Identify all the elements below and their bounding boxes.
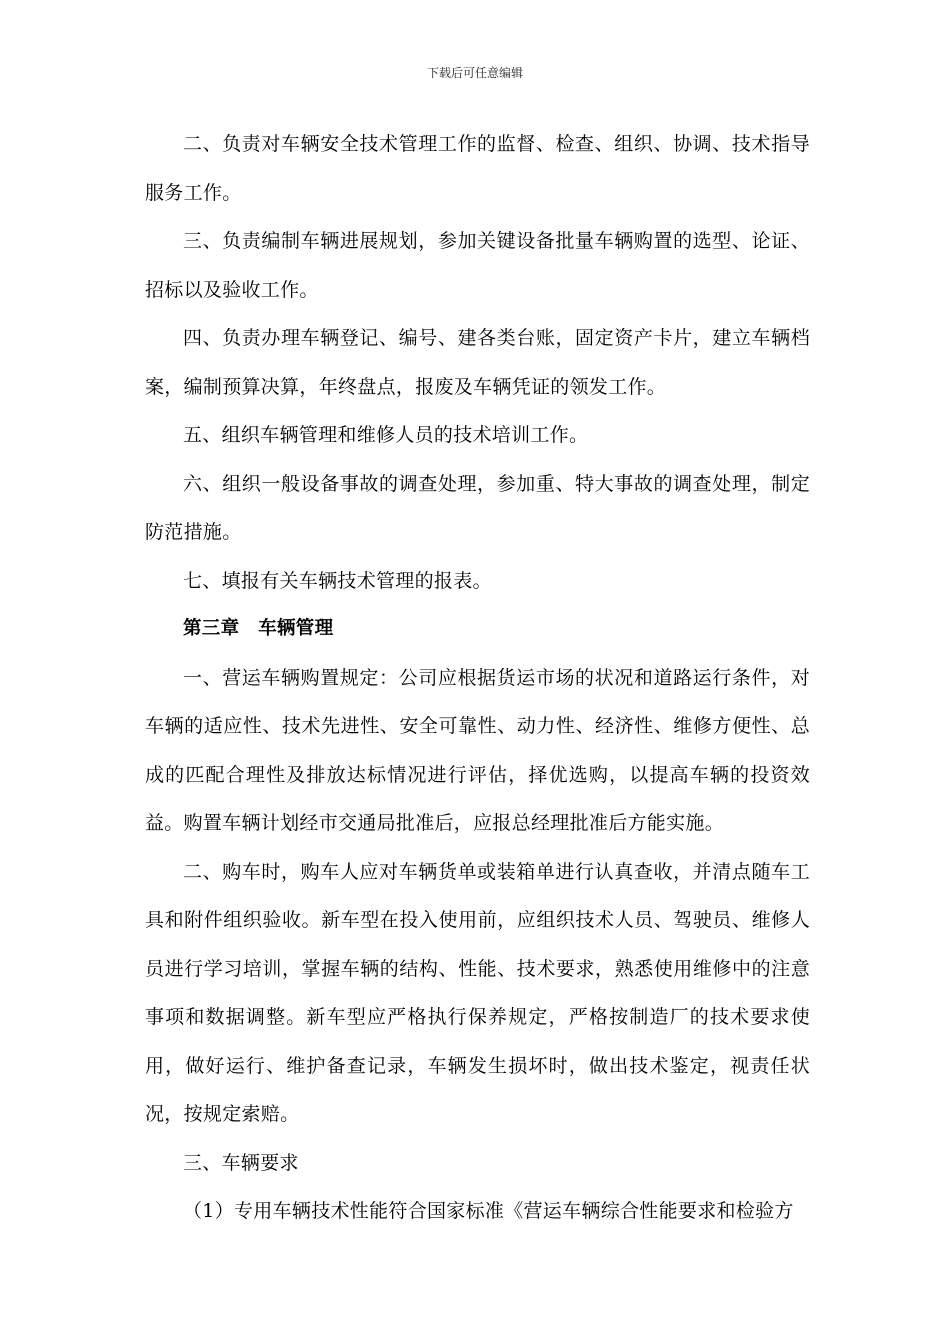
paragraph-duty-2: 二、负责对车辆安全技术管理工作的监督、检查、组织、协调、技术指导服务工作。 bbox=[145, 133, 810, 204]
paragraph-vehicle-requirements: 三、车辆要求 bbox=[183, 1151, 299, 1174]
paragraph-duty-3: 三、负责编制车辆进展规划，参加关键设备批量车辆购置的选型、论证、招标以及验收工作。 bbox=[145, 230, 810, 301]
paragraph-duty-5: 五、组织车辆管理和维修人员的技术培训工作。 bbox=[183, 424, 589, 446]
paragraph-duty-6: 六、组织一般设备事故的调查处理，参加重、特大事故的调查处理，制定防范措施。 bbox=[145, 472, 810, 543]
document-body bbox=[145, 120, 810, 1236]
paragraph-duty-7: 七、填报有关车辆技术管理的报表。 bbox=[183, 569, 492, 592]
paragraph-requirement-1: （1）专用车辆技术性能符合国家标准《营运车辆综合性能要求和检验方 bbox=[183, 1200, 794, 1222]
paragraph-purchase-inspection: 二、购车时，购车人应对车辆货单或装箱单进行认真查收，并清点随车工具和附件组织验收。新车型在投入使用前，应组织技术人员、驾驶员、维修人员进行学习培训，掌握车辆的结构、性能、技术要求，熟悉使用维修中的注意事项和数据调整。新车型应严格执行保养规定，严格按制造厂的技术要求使用，做好运行、维护备查记录，车辆发生损坏时，做出技术鉴定，视责任状况，按规定索赔。 bbox=[145, 860, 810, 1125]
paragraph-duty-4: 四、负责办理车辆登记、编号、建各类台账，固定资产卡片，建立车辆档案，编制预算决算，年终盘点，报废及车辆凭证的领发工作。 bbox=[145, 327, 810, 398]
chapter-heading: 第三章 车辆管理 bbox=[183, 618, 334, 639]
paragraph-purchase-rules: 一、营运车辆购置规定：公司应根据货运市场的状况和道路运行条件，对车辆的适应性、技术先进性、安全可靠性、动力性、经济性、维修方便性、总成的匹配合理性及排放达标情况进行评估，择优选购，以提高车辆的投资效益。购置车辆计划经市交通局批准后，应报总经理批准后方能实施。 bbox=[145, 666, 810, 834]
page-header: 下载后可任意编辑 bbox=[426, 66, 523, 80]
